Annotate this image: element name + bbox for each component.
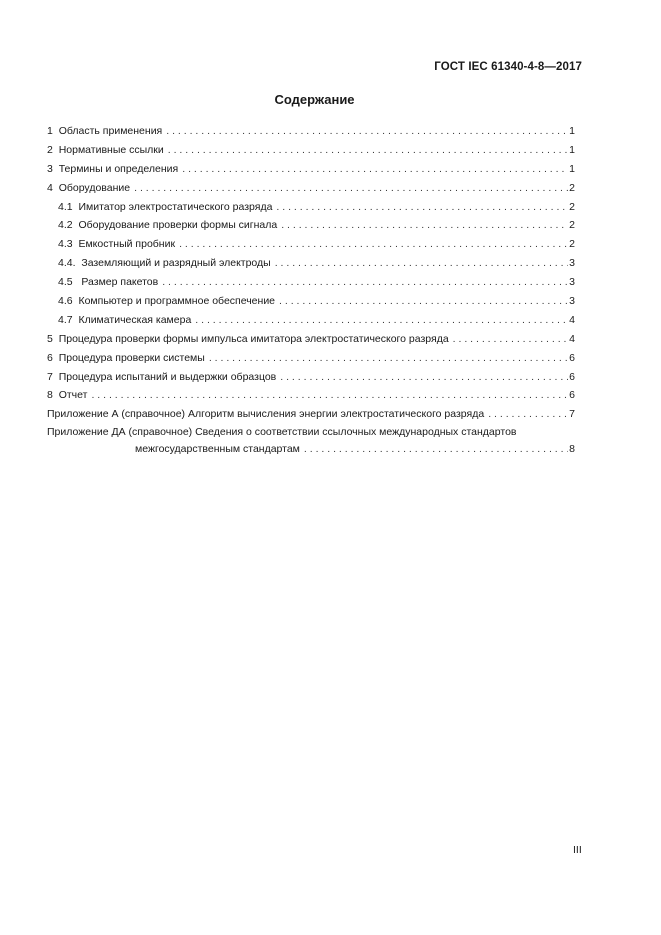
toc-entry[interactable] [47, 160, 575, 179]
toc-title: Имитатор электростатического разряда [78, 200, 273, 213]
dot-leader [304, 441, 568, 458]
toc-number: 4 [47, 181, 53, 194]
toc-number: 7 [47, 370, 53, 383]
toc-title: Оборудование проверки формы сигнала [78, 219, 278, 232]
dot-leader [168, 141, 568, 160]
toc-page: 6 [569, 389, 575, 402]
dot-leader [453, 330, 568, 349]
toc-page: 2 [569, 200, 575, 213]
toc-number: 4.3 [58, 238, 73, 251]
toc-number: 3 [47, 162, 53, 175]
toc-entry[interactable] [47, 368, 575, 387]
toc-page: 7 [569, 408, 575, 421]
toc-subentry[interactable] [47, 254, 575, 273]
table-of-contents [47, 122, 575, 458]
toc-entry[interactable] [47, 386, 575, 405]
toc-title: Отчет [58, 389, 88, 402]
toc-title: Процедура проверки системы [58, 351, 205, 364]
dot-leader [166, 122, 568, 141]
toc-page: 2 [569, 238, 575, 251]
toc-title: Емкостный пробник [78, 238, 176, 251]
toc-entry[interactable] [47, 349, 575, 368]
page-title: Содержание [274, 92, 355, 107]
dot-leader [281, 216, 568, 235]
toc-title: Область применения [58, 125, 163, 137]
toc-number: 4.5 [58, 276, 73, 289]
toc-subentry[interactable] [47, 216, 575, 235]
toc-subentry[interactable] [47, 273, 575, 292]
standard-header: ГОСТ IEC 61340-4-8—2017 [434, 61, 582, 73]
dot-leader [179, 235, 568, 254]
toc-appendix-a[interactable] [47, 405, 575, 424]
toc-title: Размер пакетов [81, 276, 159, 289]
toc-title: Приложение ДА (справочное) Сведения о соответствии ссылочных международных стандартов [47, 426, 517, 439]
toc-number: 4.7 [58, 313, 73, 326]
dot-leader [162, 273, 568, 292]
dot-leader [276, 198, 568, 217]
toc-appendix-da[interactable] [47, 424, 575, 441]
toc-subentry[interactable] [47, 311, 575, 330]
toc-number: 2 [47, 143, 53, 156]
toc-page: 4 [569, 313, 575, 326]
toc-entry[interactable] [47, 179, 575, 198]
toc-number: 4.4. [58, 257, 76, 270]
toc-number: 4.1 [58, 200, 73, 213]
toc-number: 5 [47, 332, 53, 345]
page-number: III [573, 844, 582, 856]
toc-title-continued: межгосударственным стандартам [135, 443, 300, 456]
dot-leader [182, 160, 568, 179]
toc-number: 4.2 [58, 219, 73, 232]
toc-subentry[interactable] [47, 292, 575, 311]
toc-page: 1 [569, 162, 575, 175]
toc-number: 1 [47, 125, 53, 137]
toc-title: Приложение А (справочное) Алгоритм вычисления энергии электростатического разряда [47, 408, 485, 421]
toc-entry[interactable] [47, 330, 575, 349]
dot-leader [488, 405, 568, 424]
toc-page: 4 [569, 332, 575, 345]
dot-leader [275, 254, 568, 273]
toc-title: Процедура проверки формы импульса имитатора электростатического разряда [58, 332, 449, 345]
dot-leader [134, 179, 568, 198]
toc-title: Нормативные ссылки [58, 143, 164, 156]
dot-leader [209, 349, 568, 368]
toc-number: 6 [47, 351, 53, 364]
toc-page: 1 [569, 143, 575, 156]
toc-number: 4.6 [58, 295, 73, 308]
toc-page: 2 [569, 219, 575, 232]
dot-leader [91, 386, 568, 405]
dot-leader [279, 292, 568, 311]
toc-title: Климатическая камера [78, 313, 192, 326]
toc-page: 6 [569, 370, 575, 383]
toc-appendix-da-continued[interactable] [47, 441, 575, 458]
toc-subentry[interactable] [47, 235, 575, 254]
dot-leader [280, 368, 568, 387]
dot-leader [195, 311, 568, 330]
toc-entry[interactable] [47, 141, 575, 160]
toc-page: 8 [569, 443, 575, 456]
toc-title: Процедура испытаний и выдержки образцов [58, 370, 277, 383]
toc-page: 3 [569, 276, 575, 289]
toc-page: 3 [569, 295, 575, 308]
toc-title: Термины и определения [58, 162, 179, 175]
toc-title: Заземляющий и разрядный электроды [81, 257, 271, 270]
toc-title: Оборудование [58, 181, 131, 194]
toc-page: 6 [569, 351, 575, 364]
toc-title: Компьютер и программное обеспечение [78, 295, 276, 308]
toc-entry[interactable] [47, 122, 575, 141]
toc-subentry[interactable] [47, 198, 575, 217]
toc-number: 8 [47, 389, 53, 402]
toc-page: 3 [569, 257, 575, 270]
toc-page: 1 [569, 125, 575, 137]
toc-page: 2 [569, 181, 575, 194]
